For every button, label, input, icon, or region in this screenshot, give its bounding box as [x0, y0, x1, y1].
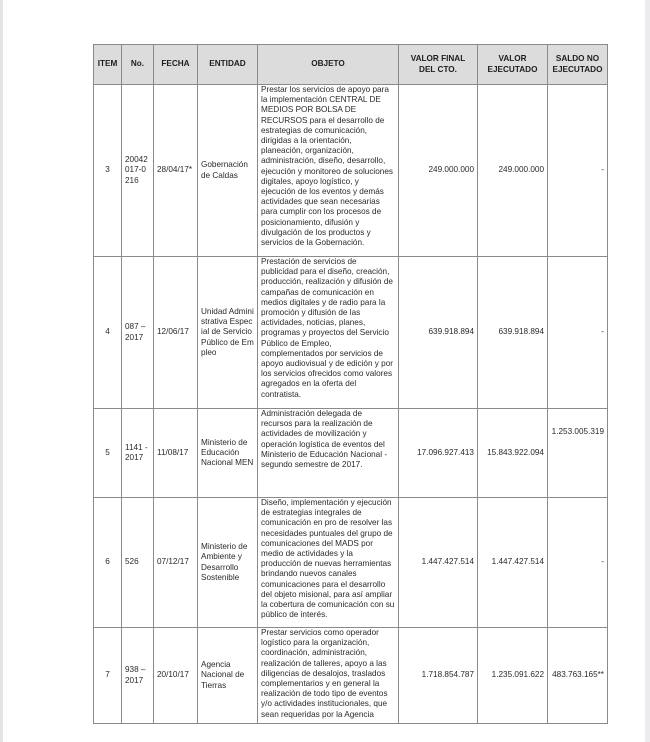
contracts-table	[93, 44, 608, 724]
cell-valor-ejecutado: 1.447.427.514	[478, 498, 548, 628]
cell-numero: 526	[122, 498, 154, 628]
cell-entidad: Unidad Administrativa Especial de Servicio Público de Empleo	[198, 257, 258, 409]
cell-objeto: Diseño, implementación y ejecución de estrategias integrales de comunicación en pro de resolver las necesidades puntuales del grupo de comunicaciones del MADS por medio de actividades y la producción de nuevas herramientas brindando nuevos canales comunicaciones para el desarrollo del objeto misional, para así ampliar la cobertura de comunicación con su público de interés.	[258, 498, 399, 628]
cell-objeto: Prestar los servicios de apoyo para la implementación CENTRAL DE MEDIOS POR BOLSA DE RECURSOS para el desarrollo de estrategias de comunicación, dirigidas a la orientación, planeación, organización, administración, diseño, desarrollo, ejecución y monitoreo de soluciones digitales, apoyo logístico, y ejecución de los eventos y demás actividades que sean necesarias para cumplir con los procesos de posicionamiento, difusión y divulgación de los productos y servicios de la Gobernación.	[258, 85, 399, 257]
header-entidad: ENTIDAD	[198, 45, 258, 85]
cell-objeto: Prestar servicios como operador logístico para la organización, coordinación, administración, realización de talleres, apoyo a las diligencias de desalojos, traslados complementarios y en general la realización de todo tipo de eventos y/o actividades institucionales, que sean requeridas por la Agencia	[258, 628, 399, 724]
page-edge-left	[0, 0, 3, 742]
cell-numero: 938 – 2017	[122, 628, 154, 724]
header-item: ITEM	[94, 45, 122, 85]
table-row	[94, 409, 608, 498]
header-row	[94, 45, 608, 85]
cell-numero: 087 – 2017	[122, 257, 154, 409]
table-row	[94, 498, 608, 628]
cell-valor-ejecutado: 15.843.922.094	[478, 409, 548, 498]
header-saldo: SALDO NO EJECUTADO	[548, 45, 608, 85]
header-numero: No.	[122, 45, 154, 85]
page-edge-right	[645, 0, 650, 742]
table-row	[94, 85, 608, 257]
cell-valor-ejecutado: 1.235.091.622	[478, 628, 548, 724]
table-row	[94, 257, 608, 409]
cell-valor-ejecutado: 249.000.000	[478, 85, 548, 257]
cell-entidad: Agencia Nacional de Tierras	[198, 628, 258, 724]
cell-item: 5	[94, 409, 122, 498]
header-valor-ejecutado: VALOR EJECUTADO	[478, 45, 548, 85]
cell-saldo: -	[548, 85, 608, 257]
cell-numero: 20042017-0216	[122, 85, 154, 257]
cell-valor-ejecutado: 639.918.894	[478, 257, 548, 409]
cell-item: 6	[94, 498, 122, 628]
cell-item: 7	[94, 628, 122, 724]
cell-entidad: Ministerio de Educación Nacional MEN	[198, 409, 258, 498]
cell-saldo: 483.763.165**	[548, 628, 608, 724]
cell-saldo: -	[548, 257, 608, 409]
cell-valor-final: 17.096.927.413	[399, 409, 478, 498]
cell-entidad: Ministerio de Ambiente y Desarrollo Sostenible	[198, 498, 258, 628]
cell-item: 4	[94, 257, 122, 409]
cell-valor-final: 249.000.000	[399, 85, 478, 257]
cell-valor-final: 639.918.894	[399, 257, 478, 409]
cell-fecha: 11/08/17	[154, 409, 198, 498]
cell-objeto: Administración delegada de recursos para la realización de actividades de movilización y operación logística de eventos del Ministerio de Educación Nacional - segundo semestre de 2017.	[258, 409, 399, 498]
cell-item: 3	[94, 85, 122, 257]
cell-saldo: 1.253.005.319	[548, 409, 608, 498]
header-fecha: FECHA	[154, 45, 198, 85]
cell-valor-final: 1.718.854.787	[399, 628, 478, 724]
cell-fecha: 28/04/17*	[154, 85, 198, 257]
header-valor-final: VALOR FINAL DEL CTO.	[399, 45, 478, 85]
header-objeto: OBJETO	[258, 45, 399, 85]
cell-saldo: -	[548, 498, 608, 628]
cell-numero: 1141 - 2017	[122, 409, 154, 498]
cell-fecha: 07/12/17	[154, 498, 198, 628]
cell-objeto: Prestación de servicios de publicidad para el diseño, creación, producción, realización y difusión de campañas de comunicación en medios digitales y de radio para la promoción y difusión de las actividades, noticias, planes, programas y proyectos del Servicio Público de Empleo, complementados por servicios de apoyo audiovisual y de edición y por los servicios ofrecidos como valores agregados en la oferta del contratista.	[258, 257, 399, 409]
cell-entidad: Gobernación de Caldas	[198, 85, 258, 257]
cell-fecha: 20/10/17	[154, 628, 198, 724]
cell-valor-final: 1.447.427.514	[399, 498, 478, 628]
cell-fecha: 12/06/17	[154, 257, 198, 409]
table-row	[94, 628, 608, 724]
